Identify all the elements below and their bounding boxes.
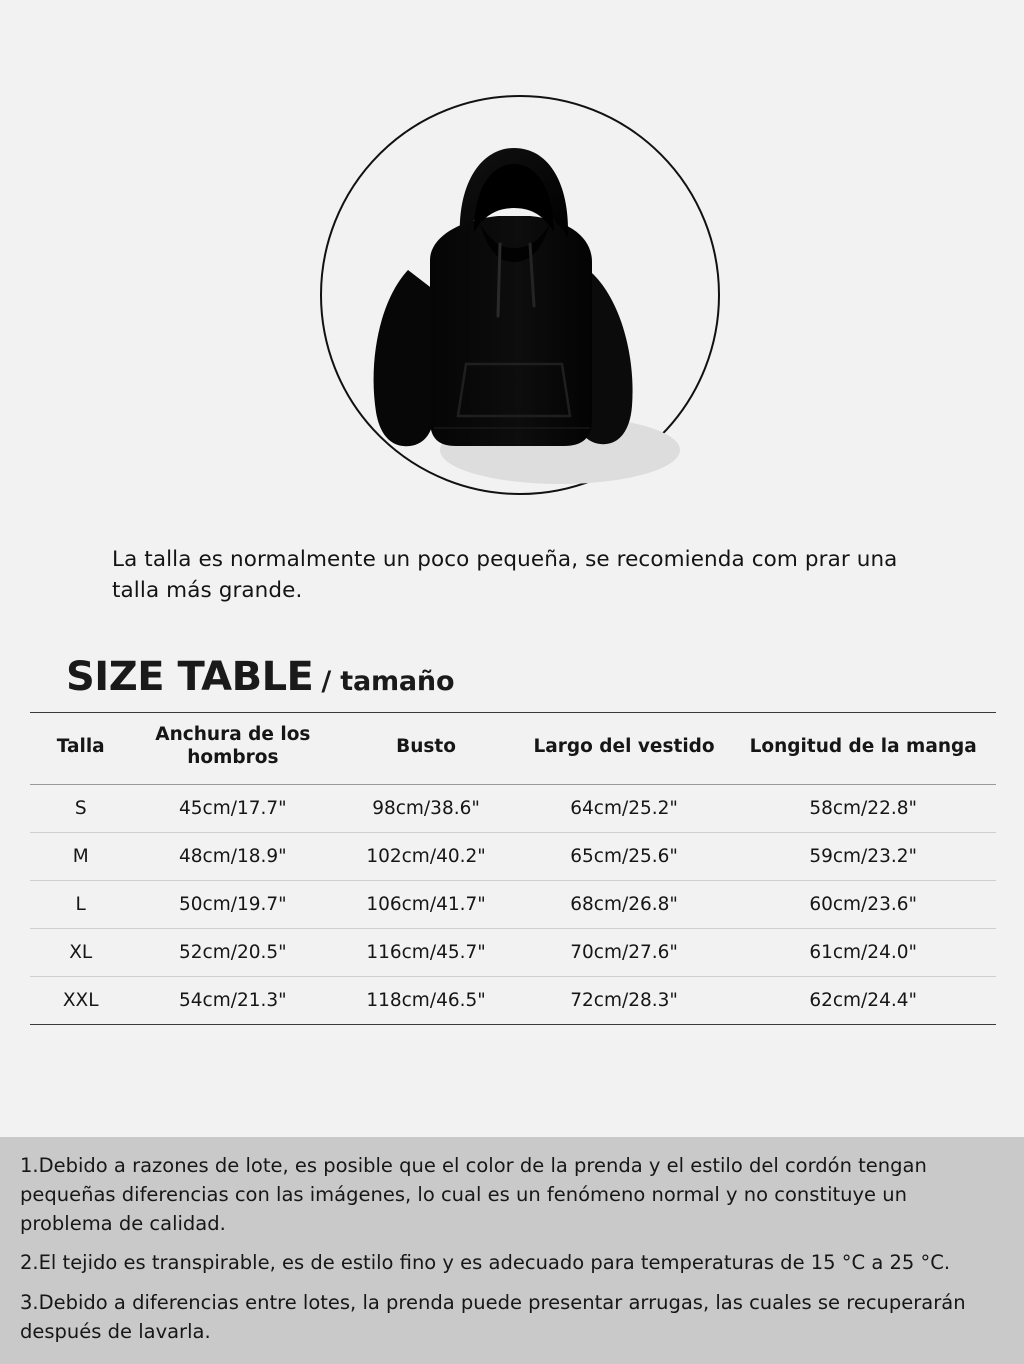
table-row — [30, 928, 996, 976]
cell-size: S — [74, 797, 87, 819]
note-item: 3.Debido a diferencias entre lotes, la prenda puede presentar arrugas, las cuales se recuperarán después de lavarla. — [20, 1290, 966, 1343]
table-row — [30, 784, 996, 832]
column-header-talla: Talla — [56, 735, 105, 757]
note-item: 1.Debido a razones de lote, es posible que el color de la prenda y el estilo del cordón tengan pequeñas diferencias con las imágenes, lo cual es un fenómeno normal y no constituye un problema de calidad. — [20, 1153, 927, 1235]
table-header-row — [30, 713, 996, 784]
cell-sleeve: 58cm/22.8" — [809, 797, 917, 819]
cell-length: 72cm/28.3" — [570, 989, 678, 1011]
column-header-busto: Busto — [396, 735, 456, 757]
size-table-head — [30, 713, 996, 784]
hoodie-product-image — [330, 120, 710, 500]
cell-sleeve: 59cm/23.2" — [809, 845, 917, 867]
column-header-largo-vestido: Largo del vestido — [533, 735, 715, 757]
cell-bust: 106cm/41.7" — [366, 893, 486, 915]
cell-sleeve: 62cm/24.4" — [809, 989, 917, 1011]
cell-bust: 98cm/38.6" — [372, 797, 480, 819]
cell-length: 65cm/25.6" — [570, 845, 678, 867]
cell-size: L — [75, 893, 86, 915]
column-header-longitud-manga: Longitud de la manga — [749, 735, 977, 757]
cell-length: 70cm/27.6" — [570, 941, 678, 963]
size-table-body — [30, 784, 996, 1024]
cell-shoulder: 54cm/21.3" — [179, 989, 287, 1011]
table-row — [30, 880, 996, 928]
cell-size: XXL — [62, 989, 99, 1011]
hoodie-illustration — [330, 120, 710, 500]
cell-bust: 102cm/40.2" — [366, 845, 486, 867]
cell-size: XL — [69, 941, 93, 963]
column-header-anchura-hombros: Anchura de los hombros — [155, 724, 311, 769]
size-table-title-sub: / tamaño — [321, 666, 455, 698]
cell-shoulder: 52cm/20.5" — [179, 941, 287, 963]
cell-length: 68cm/26.8" — [570, 893, 678, 915]
product-image-area — [0, 0, 1024, 530]
size-table-title-main: SIZE TABLE — [66, 654, 314, 701]
cell-bust: 118cm/46.5" — [366, 989, 486, 1011]
table-row — [30, 832, 996, 880]
cell-shoulder: 45cm/17.7" — [179, 797, 287, 819]
cell-sleeve: 60cm/23.6" — [809, 893, 917, 915]
cell-shoulder: 48cm/18.9" — [179, 845, 287, 867]
cell-sleeve: 61cm/24.0" — [809, 941, 917, 963]
size-table — [30, 712, 996, 1024]
size-table-title — [0, 654, 1024, 700]
cell-bust: 116cm/45.7" — [366, 941, 486, 963]
size-recommendation-note: La talla es normalmente un poco pequeña, se recomienda com prar una talla más grande. — [112, 547, 898, 604]
size-table-container — [0, 712, 1024, 1024]
disclaimer-notes — [0, 1137, 1024, 1364]
table-row — [30, 976, 996, 1024]
cell-shoulder: 50cm/19.7" — [179, 893, 287, 915]
note-item: 2.El tejido es transpirable, es de estilo fino y es adecuado para temperaturas de 15 °C a 25 °C. — [20, 1251, 951, 1275]
cell-length: 64cm/25.2" — [570, 797, 678, 819]
cell-size: M — [72, 845, 89, 867]
